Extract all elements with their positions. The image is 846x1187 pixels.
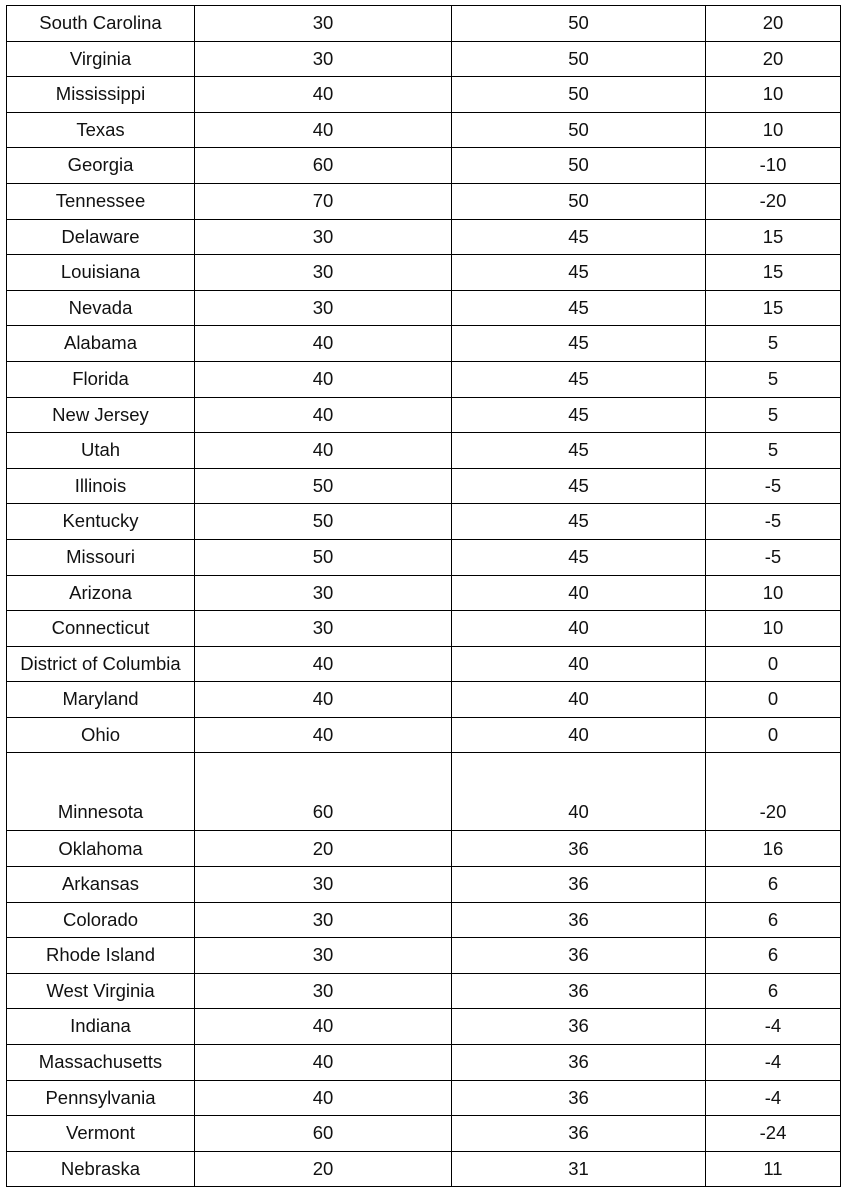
value-a-cell: 30: [195, 902, 452, 938]
value-a-cell: 30: [195, 867, 452, 903]
table-row: [7, 183, 841, 219]
value-b-cell: 45: [452, 468, 706, 504]
state-cell: Nebraska: [7, 1151, 195, 1187]
value-b-cell: 31: [452, 1151, 706, 1187]
value-b-cell: 36: [452, 938, 706, 974]
value-b-cell: 40: [452, 611, 706, 647]
table-row: [7, 433, 841, 469]
state-cell: West Virginia: [7, 973, 195, 1009]
value-a-cell: 30: [195, 6, 452, 42]
value-a-cell: 20: [195, 831, 452, 867]
table-row: [7, 539, 841, 575]
state-cell: Texas: [7, 112, 195, 148]
difference-cell: 6: [706, 867, 841, 903]
state-cell: Florida: [7, 361, 195, 397]
value-a-cell: 30: [195, 219, 452, 255]
value-b-cell: 45: [452, 326, 706, 362]
table-row: [7, 6, 841, 42]
value-a-cell: 50: [195, 504, 452, 540]
value-b-cell: 45: [452, 219, 706, 255]
table-row: [7, 938, 841, 974]
difference-cell: 6: [706, 938, 841, 974]
value-a-cell: 30: [195, 575, 452, 611]
value-a-cell: 60: [195, 148, 452, 184]
difference-cell: 5: [706, 433, 841, 469]
state-cell: Massachusetts: [7, 1045, 195, 1081]
state-cell: Pennsylvania: [7, 1080, 195, 1116]
value-a-cell: 70: [195, 183, 452, 219]
difference-cell: 20: [706, 6, 841, 42]
table-row: [7, 611, 841, 647]
table-body: [7, 6, 841, 1187]
difference-cell: 16: [706, 831, 841, 867]
state-cell: New Jersey: [7, 397, 195, 433]
value-a-cell: 40: [195, 326, 452, 362]
table-row: [7, 1045, 841, 1081]
difference-cell: 15: [706, 219, 841, 255]
difference-cell: -4: [706, 1045, 841, 1081]
value-b-cell: 45: [452, 433, 706, 469]
state-cell: Kentucky: [7, 504, 195, 540]
difference-cell: -4: [706, 1080, 841, 1116]
difference-cell: -4: [706, 1009, 841, 1045]
value-b-cell: 50: [452, 77, 706, 113]
value-b-cell: 36: [452, 1116, 706, 1152]
value-a-cell: 40: [195, 646, 452, 682]
state-cell: Alabama: [7, 326, 195, 362]
difference-cell: -10: [706, 148, 841, 184]
table-row: [7, 361, 841, 397]
value-a-cell: 40: [195, 682, 452, 718]
state-cell: Utah: [7, 433, 195, 469]
state-cell: Nevada: [7, 290, 195, 326]
value-b-cell: 40: [452, 575, 706, 611]
state-cell: Ohio: [7, 717, 195, 753]
difference-cell: 0: [706, 646, 841, 682]
value-a-cell: 40: [195, 361, 452, 397]
table-row: [7, 1080, 841, 1116]
difference-cell: 10: [706, 611, 841, 647]
state-cell: Delaware: [7, 219, 195, 255]
state-cell: Mississippi: [7, 77, 195, 113]
value-b-cell: 50: [452, 183, 706, 219]
state-cell: Colorado: [7, 902, 195, 938]
value-a-cell: 30: [195, 611, 452, 647]
value-a-cell: 40: [195, 1045, 452, 1081]
difference-cell: 5: [706, 361, 841, 397]
value-a-cell: 40: [195, 397, 452, 433]
state-cell: Virginia: [7, 41, 195, 77]
value-a-cell: 30: [195, 973, 452, 1009]
difference-cell: 10: [706, 575, 841, 611]
state-cell: Rhode Island: [7, 938, 195, 974]
value-b-cell: 45: [452, 397, 706, 433]
value-b-cell: 36: [452, 1045, 706, 1081]
state-cell: Georgia: [7, 148, 195, 184]
value-a-cell: 40: [195, 1009, 452, 1045]
value-a-cell: 30: [195, 41, 452, 77]
value-b-cell: 50: [452, 41, 706, 77]
value-b-cell: 40: [452, 682, 706, 718]
difference-cell: 10: [706, 77, 841, 113]
table-row: [7, 831, 841, 867]
value-b-cell: 45: [452, 504, 706, 540]
value-b-cell: 36: [452, 973, 706, 1009]
state-cell: Maryland: [7, 682, 195, 718]
state-cell: Indiana: [7, 1009, 195, 1045]
difference-cell: 11: [706, 1151, 841, 1187]
state-cell: Missouri: [7, 539, 195, 575]
table-row: [7, 112, 841, 148]
state-cell: District of Columbia: [7, 646, 195, 682]
difference-cell: 6: [706, 902, 841, 938]
table-row: [7, 468, 841, 504]
value-a-cell: 20: [195, 1151, 452, 1187]
table-row: [7, 575, 841, 611]
value-b-cell: 45: [452, 290, 706, 326]
value-b-cell: 45: [452, 361, 706, 397]
value-b-cell: 50: [452, 148, 706, 184]
table-row: [7, 1116, 841, 1152]
value-a-cell: 60: [195, 1116, 452, 1152]
difference-cell: -5: [706, 468, 841, 504]
table-row: [7, 290, 841, 326]
table-row: [7, 41, 841, 77]
table-row: [7, 504, 841, 540]
table-row: [7, 682, 841, 718]
state-cell: Arizona: [7, 575, 195, 611]
value-a-cell: 30: [195, 255, 452, 291]
state-data-table: [6, 5, 841, 1187]
value-a-cell: 50: [195, 539, 452, 575]
table-row: [7, 867, 841, 903]
difference-cell: 0: [706, 682, 841, 718]
state-cell: Louisiana: [7, 255, 195, 291]
value-a-cell: 30: [195, 290, 452, 326]
value-b-cell: 45: [452, 255, 706, 291]
difference-cell: 0: [706, 717, 841, 753]
table-row: [7, 255, 841, 291]
state-cell: Vermont: [7, 1116, 195, 1152]
difference-cell: 20: [706, 41, 841, 77]
table-row: [7, 397, 841, 433]
value-a-cell: 40: [195, 717, 452, 753]
state-cell: Arkansas: [7, 867, 195, 903]
value-b-cell: 40: [452, 753, 706, 831]
state-cell: South Carolina: [7, 6, 195, 42]
table-row: [7, 717, 841, 753]
value-b-cell: 36: [452, 1009, 706, 1045]
value-a-cell: 60: [195, 753, 452, 831]
difference-cell: -5: [706, 539, 841, 575]
value-b-cell: 45: [452, 539, 706, 575]
state-cell: Tennessee: [7, 183, 195, 219]
state-cell: Oklahoma: [7, 831, 195, 867]
value-b-cell: 50: [452, 112, 706, 148]
value-a-cell: 40: [195, 433, 452, 469]
value-a-cell: 40: [195, 112, 452, 148]
difference-cell: 10: [706, 112, 841, 148]
difference-cell: 6: [706, 973, 841, 1009]
value-a-cell: 50: [195, 468, 452, 504]
difference-cell: 15: [706, 290, 841, 326]
value-b-cell: 36: [452, 867, 706, 903]
value-b-cell: 50: [452, 6, 706, 42]
value-b-cell: 40: [452, 646, 706, 682]
table-row: [7, 646, 841, 682]
state-cell: Illinois: [7, 468, 195, 504]
difference-cell: -20: [706, 753, 841, 831]
value-a-cell: 30: [195, 938, 452, 974]
table-row: [7, 902, 841, 938]
state-cell: Connecticut: [7, 611, 195, 647]
value-b-cell: 36: [452, 902, 706, 938]
table-row: [7, 1009, 841, 1045]
value-a-cell: 40: [195, 1080, 452, 1116]
difference-cell: 5: [706, 397, 841, 433]
table-row: [7, 219, 841, 255]
value-b-cell: 36: [452, 1080, 706, 1116]
table-row: [7, 326, 841, 362]
value-b-cell: 36: [452, 831, 706, 867]
table-row: [7, 1151, 841, 1187]
difference-cell: 5: [706, 326, 841, 362]
table-row: [7, 77, 841, 113]
table-row: [7, 148, 841, 184]
difference-cell: -20: [706, 183, 841, 219]
difference-cell: -24: [706, 1116, 841, 1152]
state-cell: Minnesota: [7, 753, 195, 831]
table-row: [7, 973, 841, 1009]
difference-cell: -5: [706, 504, 841, 540]
table-row: [7, 753, 841, 831]
value-b-cell: 40: [452, 717, 706, 753]
difference-cell: 15: [706, 255, 841, 291]
value-a-cell: 40: [195, 77, 452, 113]
